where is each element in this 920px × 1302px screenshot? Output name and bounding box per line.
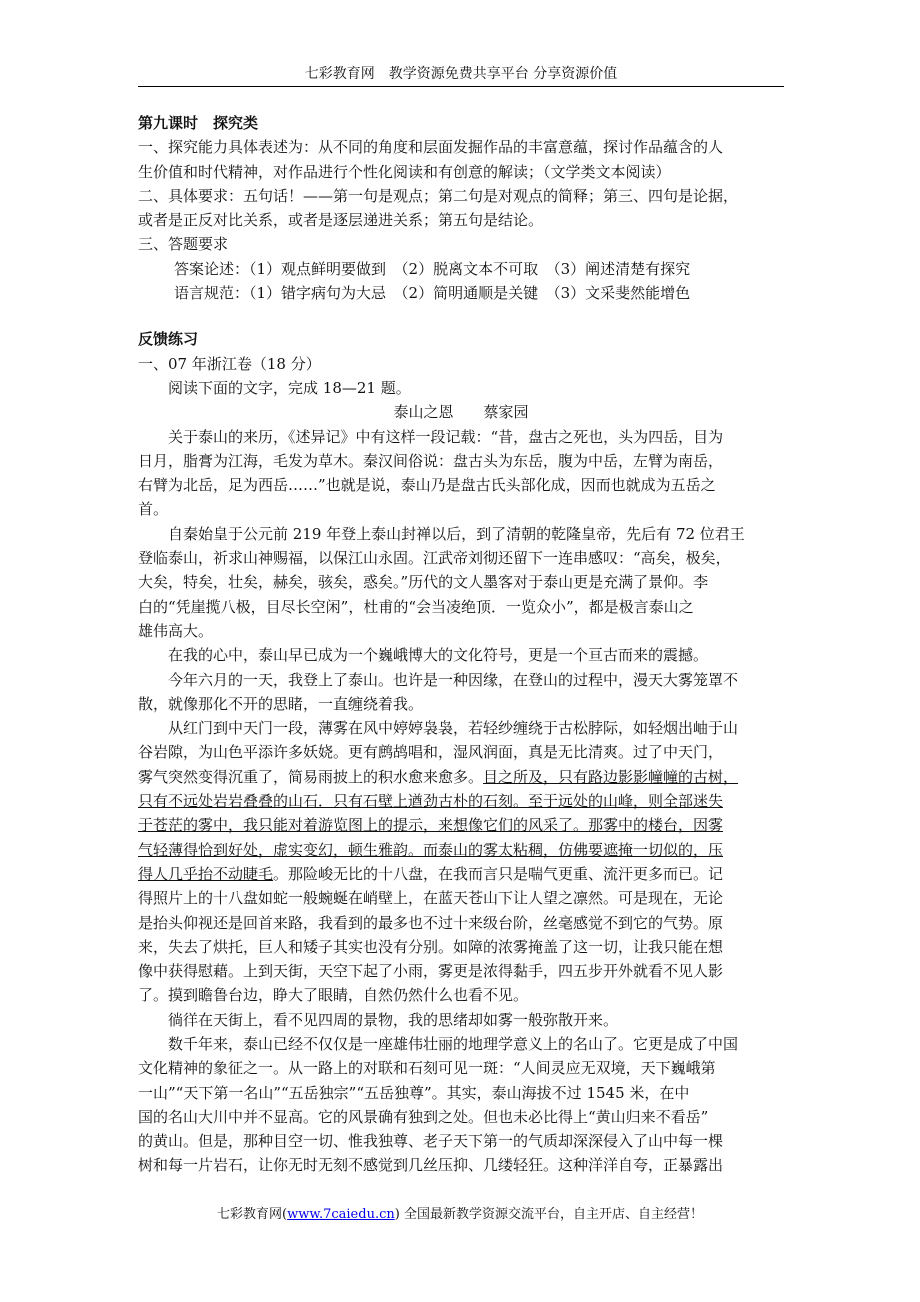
passage-line: 文化精神的象征之一。从一路上的对联和石刻可见一斑：“人间灵应无双境，天下巍峨第 [138, 1059, 716, 1078]
passage-line: 今年六月的一天，我登上了泰山。也许是一种因缘，在登山的过程中，漫天大雾笼罩不 [168, 670, 739, 689]
underlined-sentence: 气轻薄得恰到好处，虚实变幻，顿生雅韵。而泰山的雾太粘稠，仿佛要遮掩一切似的，压 [138, 840, 724, 859]
passage-line: 是抬头仰视还是回首来路，我看到的最多也不过十来级台阶，丝毫感觉不到它的气势。原 [138, 913, 724, 932]
passage-line [138, 862, 784, 886]
header-text: 七彩教育网 教学资源免费共享平台 分享资源价值 [304, 66, 618, 82]
underlined-sentence: 目之所及，只有路边影影幢幢的古树， [483, 767, 739, 786]
lesson-line: 生价值和时代精神，对作品进行个性化阅读和有创意的解读；（文学类文本阅读） [138, 162, 671, 181]
feedback-title: 反馈练习 [138, 330, 199, 349]
footer-site-link[interactable]: www.7caiedu.cn [287, 1207, 395, 1222]
passage-text: 。那险峻无比的十八盘，在我而言只是喘气更重、流汗更多而已。记 [273, 864, 724, 883]
footer-suffix: ) 全国最新教学资源交流平台，自主开店、自主经营！ [394, 1207, 703, 1222]
exam-source: 一、07 年浙江卷（18 分） [138, 354, 321, 373]
passage-line: 大矣，特矣，壮矣，赫矣，骇矣，惑矣。”历代的文人墨客对于泰山更是充满了景仰。李 [138, 573, 709, 592]
passage-line: 了。摸到瞻鲁台边，睁大了眼睛，自然仍然什么也看不见。 [138, 986, 529, 1005]
footer-prefix: 七彩教育网( [217, 1207, 288, 1222]
passage-line: 关于泰山的来历，《述异记》中有这样一段记载：“昔，盘古之死也，头为四岳，目为 [168, 427, 724, 446]
lesson-title: 第九课时 探究类 [138, 114, 259, 132]
underlined-sentence: 只有不远处岩岩叠叠的山石．只有石壁上遒劲古朴的石刻。至于远处的山峰，则全部迷失 [138, 792, 724, 811]
lesson-line: 二、具体要求：五句话！——第一句是观点；第二句是对观点的简释；第三、四句是论据， [138, 186, 739, 205]
passage-line: 一山”“天下第一名山”“五岳独宗”“五岳独尊”。其实，泰山海拔不过 1545 米，在中 [138, 1083, 690, 1102]
passage-line: 白的“凭崖揽八极，目尽长空闲”，杜甫的“会当凌绝顶．一览众小”，都是极言泰山之 [138, 597, 694, 616]
passage-line: 数千年来，泰山已经不仅仅是一座雄伟壮丽的地理学意义上的名山了。它更是成了中国 [168, 1034, 739, 1053]
passage-line: 首。 [138, 500, 169, 519]
lesson-line: 三、答题要求 [138, 235, 229, 254]
passage-line: 右臂为北岳，足为西岳……”也就是说，泰山乃是盘古氏头部化成，因而也就成为五岳之 [138, 476, 716, 495]
passage-line: 自秦始皇于公元前 219 年登上泰山封禅以后，到了清朝的乾隆皇帝，先后有 72 位君王 [168, 524, 745, 543]
passage-title: 泰山之恩 蔡家园 [393, 403, 529, 422]
passage-line: 登临泰山，祈求山神赐福，以保江山永固。江武帝刘彻还留下一连串感叹：“高矣，极矣， [138, 549, 731, 568]
passage-line: 树和每一片岩石，让你无时无刻不感觉到几丝压抑、几缕轻狂。这种洋洋自夸，正暴露出 [138, 1156, 724, 1175]
passage-line: 得照片上的十八盘如蛇一般蜿蜒在峭壁上，在蓝天苍山下让人望之凛然。可是现在，无论 [138, 889, 724, 908]
passage-line: 来，失去了烘托，巨人和矮子其实也没有分别。如障的浓雾掩盖了这一切，让我只能在想 [138, 937, 724, 956]
passage-line: 在我的心中，泰山早已成为一个巍峨博大的文化符号，更是一个亘古而来的震撼。 [168, 646, 709, 665]
passage-line [138, 765, 784, 789]
page-footer [0, 1205, 920, 1225]
reading-instruction: 阅读下面的文字，完成 18—21 题。 [168, 378, 411, 397]
passage-line: 徜徉在天街上，看不见四周的景物，我的思绪却如雾一般弥散开来。 [168, 1010, 619, 1029]
lesson-line: 或者是正反对比关系，或者是逐层递进关系；第五句是结论。 [138, 211, 544, 230]
passage-line: 从红门到中天门一段，薄雾在风中婷婷袅袅，若轻纱缠绕于古松脖际，如轻烟出岫于山 [168, 719, 739, 738]
underlined-sentence: 于苍茫的雾中，我只能对着游览图上的提示，来想像它们的风采了。那雾中的楼台，因雾 [138, 816, 724, 835]
passage-line: 谷岩隙，为山色平添许多妖娆。更有鹧鸪唱和，湿风润面，真是无比清爽。过了中天门， [138, 743, 724, 762]
passage-line: 日月，脂膏为江海，毛发为草木。秦汉间俗说：盘古头为东岳，腹为中岳，左臂为南岳， [138, 451, 724, 470]
passage-line: 的黄山。但是，那种目空一切、惟我独尊、老子天下第一的气质却深深侵入了山中每一棵 [138, 1132, 724, 1151]
document-body [138, 111, 784, 1178]
passage-line: 散，就像那化不开的思睹，一直缠绕着我。 [138, 694, 424, 713]
passage-line: 国的名山大川中并不显高。它的风景确有独到之处。但也未必比得上“黄山归来不看岳” [138, 1107, 709, 1126]
page-header [138, 62, 784, 87]
language-requirement: 语言规范：（1）错字病句为大忌 （2）简明通顺是关键 （3）文采斐然能增色 [174, 284, 691, 303]
passage-text: 雾气突然变得沉重了，简易雨披上的积水愈来愈多。 [138, 767, 484, 786]
answer-requirement: 答案论述：（1）观点鲜明要做到 （2）脱离文本不可取 （3）阐述清楚有探究 [174, 259, 691, 278]
passage-line: 像中获得慰藉。上到天街，天空下起了小雨，雾更是浓得黏手，四五步开外就看不见人影 [138, 962, 724, 981]
passage-line: 雄伟高大。 [138, 621, 214, 640]
lesson-line: 一、探究能力具体表述为：从不同的角度和层面发掘作品的丰富意蕴，探讨作品蕴含的人 [138, 138, 724, 157]
underlined-sentence: 得人几乎抬不动睫毛 [138, 864, 274, 883]
